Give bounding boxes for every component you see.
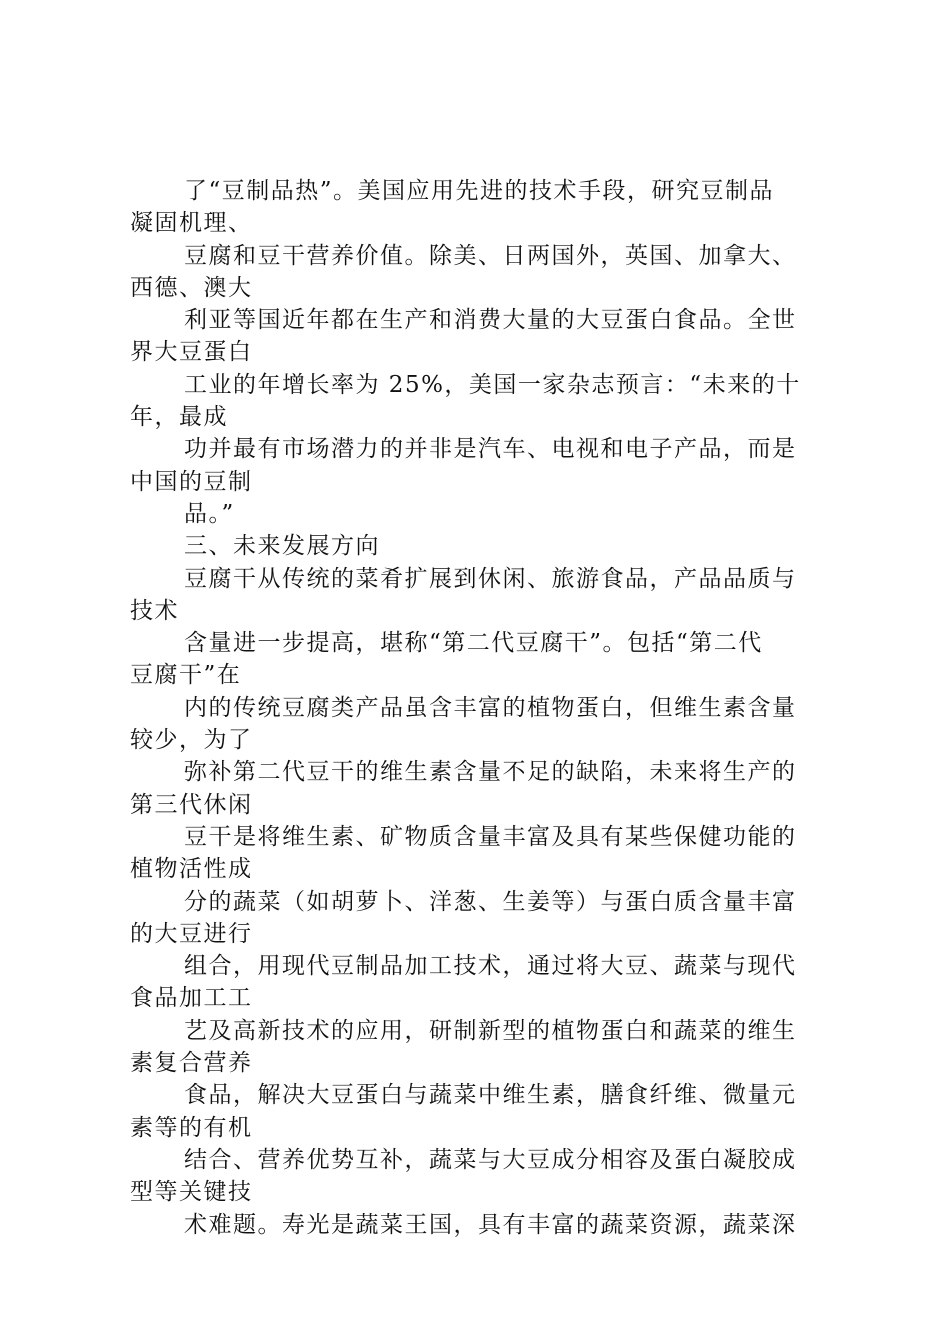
- paragraph-continuation-line: 较少，为了: [130, 727, 253, 754]
- paragraph-line: 工业的年增长率为 25%，美国一家杂志预言：“未来的十: [184, 371, 801, 398]
- paragraph-line: 利亚等国近年都在生产和消费大量的大豆蛋白食品。全世: [184, 307, 797, 334]
- paragraph-line: 组合，用现代豆制品加工技术，通过将大豆、蔬菜与现代: [184, 953, 797, 980]
- paragraph-continuation-line: 食品加工工: [130, 985, 253, 1012]
- paragraph-continuation-line: 素等的有机: [130, 1114, 253, 1141]
- paragraph-continuation-line: 技术: [130, 597, 179, 624]
- paragraph-continuation-line: 界大豆蛋白: [130, 339, 253, 366]
- document-body: [130, 175, 835, 1241]
- paragraph-line: 术难题。寿光是蔬菜王国，具有丰富的蔬菜资源，蔬菜深: [184, 1211, 797, 1238]
- paragraph-line: 分的蔬菜（如胡萝卜、洋葱、生姜等）与蛋白质含量丰富: [184, 888, 797, 915]
- paragraph-line: 豆干是将维生素、矿物质含量丰富及具有某些保健功能的: [184, 823, 797, 850]
- paragraph-line: 含量进一步提高，堪称“第二代豆腐干”。包括“第二代: [184, 630, 763, 657]
- paragraph-continuation-line: 的大豆进行: [130, 920, 253, 947]
- paragraph-line: 豆腐和豆干营养价值。除美、日两国外，英国、加拿大、: [184, 242, 797, 269]
- paragraph-continuation-line: 型等关键技: [130, 1179, 253, 1206]
- paragraph-line: 三、未来发展方向: [184, 533, 380, 560]
- paragraph-line: 艺及高新技术的应用，研制新型的植物蛋白和蔬菜的维生: [184, 1017, 797, 1044]
- paragraph-continuation-line: 植物活性成: [130, 856, 253, 883]
- paragraph-line: 内的传统豆腐类产品虽含丰富的植物蛋白，但维生素含量: [184, 694, 797, 721]
- paragraph-continuation-line: 豆腐干”在: [130, 662, 242, 689]
- paragraph-continuation-line: 素复合营养: [130, 1050, 253, 1077]
- paragraph-continuation-line: 凝固机理、: [130, 210, 253, 237]
- paragraph-line: 了“豆制品热”。美国应用先进的技术手段，研究豆制品: [184, 178, 775, 204]
- paragraph-line: 弥补第二代豆干的维生素含量不足的缺陷，未来将生产的: [184, 759, 797, 786]
- paragraph-continuation-line: 中国的豆制: [130, 468, 253, 495]
- paragraph-continuation-line: 第三代休闲: [130, 791, 253, 818]
- paragraph-continuation-line: 年，最成: [130, 404, 228, 431]
- paragraph-line: 功并最有市场潜力的并非是汽车、电视和电子产品，而是: [184, 436, 797, 463]
- paragraph-line: 品。”: [184, 500, 235, 527]
- paragraph-continuation-line: 西德、澳大: [130, 274, 253, 301]
- paragraph-line: 结合、营养优势互补，蔬菜与大豆成分相容及蛋白凝胶成: [184, 1146, 797, 1173]
- paragraph-line: 食品，解决大豆蛋白与蔬菜中维生素，膳食纤维、微量元: [184, 1082, 797, 1109]
- paragraph-line: 豆腐干从传统的菜肴扩展到休闲、旅游食品，产品品质与: [184, 565, 797, 592]
